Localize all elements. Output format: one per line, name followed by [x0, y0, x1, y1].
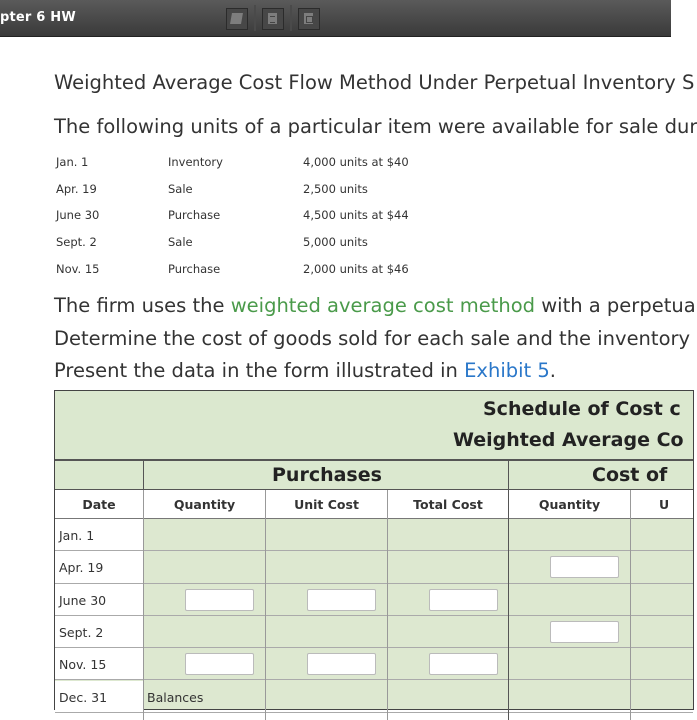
top-toolbar: [0, 0, 671, 37]
purchase-unit-cost-input[interactable]: [307, 653, 376, 675]
exhibit-5-link[interactable]: Exhibit 5: [464, 359, 550, 382]
toolbar-icons: [226, 8, 320, 31]
purchase-quantity-input[interactable]: [185, 589, 254, 611]
column-divider: [630, 490, 631, 720]
inventory-row: Sept. 2 Sale 5,000 units: [56, 235, 368, 250]
column-divider: [387, 490, 388, 720]
column-divider: [143, 490, 144, 720]
schedule-title: Schedule of Cost c: [483, 398, 681, 420]
table-row: Apr. 19: [55, 551, 693, 583]
cost-quantity-input[interactable]: [550, 621, 619, 643]
cost-group-header: Cost of: [592, 464, 668, 486]
column-divider: [508, 490, 509, 720]
table-row: June 30: [55, 584, 693, 616]
assignment-title: pter 6 HW: [0, 10, 76, 25]
inventory-list: [56, 150, 656, 283]
schedule-subtitle: Weighted Average Co: [453, 429, 684, 451]
balances-label: Balances: [147, 689, 204, 705]
weighted-average-link[interactable]: weighted average cost method: [230, 294, 536, 317]
purchase-total-cost-input[interactable]: [429, 589, 498, 611]
purchase-unit-cost-header: Unit Cost: [294, 497, 359, 512]
toolbar-divider: [290, 5, 292, 31]
date-column-header: Date: [82, 497, 116, 512]
inventory-row: Nov. 15 Purchase 2,000 units at $46: [56, 261, 409, 276]
inventory-row: June 30 Purchase 4,500 units at $44: [56, 208, 409, 223]
purchase-unit-cost-input[interactable]: [307, 589, 376, 611]
purchase-quantity-input[interactable]: [185, 653, 254, 675]
inventory-row: Jan. 1 Inventory 4,000 units at $40: [56, 155, 409, 169]
purchase-total-cost-input[interactable]: [429, 653, 498, 675]
table-row: Jan. 1: [55, 519, 693, 551]
instructions-paragraph: The firm uses the weighted average cost method with a perpetua Determine the cost of goods sold for each sale and the inventory Present the data in the form illustrated in Exhibit 5.: [54, 294, 696, 382]
schedule-header: [55, 391, 693, 461]
schedule-table: [54, 390, 694, 710]
purchases-group-header: Purchases: [272, 464, 382, 486]
cost-quantity-input[interactable]: [550, 556, 619, 578]
print-icon[interactable]: [298, 8, 320, 30]
cost-unit-header: U: [659, 497, 670, 512]
column-header-row: [55, 490, 693, 519]
purchase-quantity-header: Quantity: [173, 497, 236, 512]
column-divider: [265, 490, 266, 720]
ebook-icon[interactable]: [226, 8, 248, 30]
cost-quantity-header: Quantity: [538, 497, 601, 512]
problem-heading: Weighted Average Cost Flow Method Under Perpetual Inventory S: [54, 71, 695, 94]
toolbar-divider: [254, 5, 256, 31]
purchase-total-cost-header: Total Cost: [413, 497, 483, 512]
table-row: Nov. 15: [55, 648, 693, 680]
table-row: Sept. 2: [55, 616, 693, 648]
inventory-row: Apr. 19 Sale 2,500 units: [56, 181, 368, 196]
calculator-icon[interactable]: [262, 8, 284, 30]
problem-intro: The following units of a particular item were available for sale dur: [54, 115, 697, 138]
table-row: Dec. 31 Balances: [55, 681, 693, 713]
group-header-row: [55, 461, 693, 490]
